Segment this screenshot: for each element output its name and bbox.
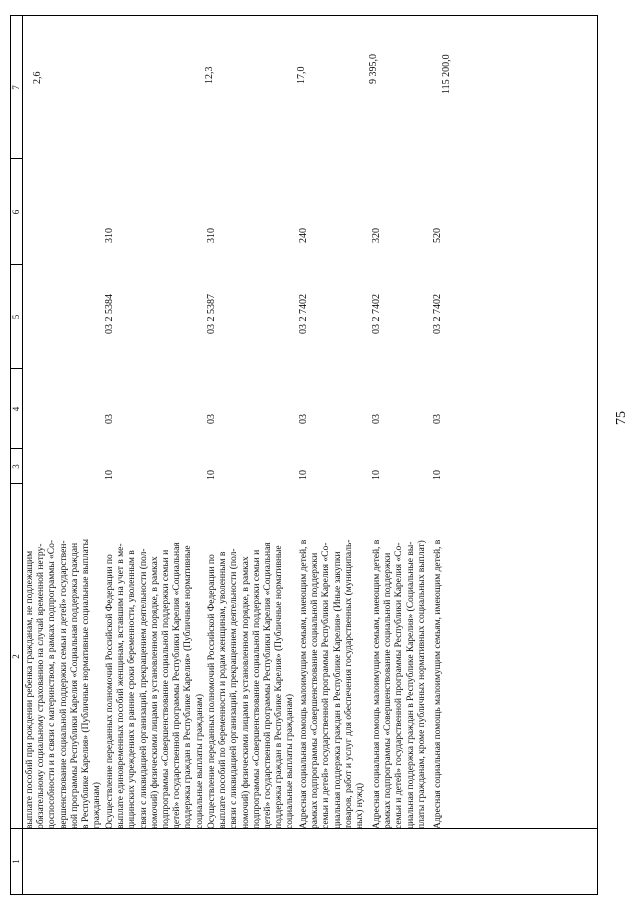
section-cell: 10 (206, 470, 217, 480)
expense-type-cell: 520 (432, 228, 443, 243)
header-col-2: 2 (11, 654, 21, 659)
target-article-cell: 03 2 7402 (298, 294, 309, 334)
column-divider (11, 158, 22, 159)
target-article-cell: 03 2 7402 (371, 294, 382, 334)
column-divider (11, 483, 22, 484)
target-article-cell: 03 2 5387 (206, 294, 217, 334)
row-description: Адресная социальная помощь малоимущим семьям, имеющим детей, в (432, 539, 443, 829)
subsection-cell: 03 (371, 414, 382, 424)
header-col-5: 5 (11, 314, 21, 320)
expense-type-cell: 320 (371, 228, 382, 243)
expense-type-cell: 310 (104, 228, 115, 243)
row-description: Осуществление переданных полномочий Российской Федерации по выплате пособий по беременности и родам женщинам, уволенным в связи с ликвидацией организаций, прекращением деятельности (пол- номочий) физическими лицами в установленном порядке, в рамках подпрограммы «Совершенствование социальной поддержки семьи и детей» государственной программы Республики Карелия «Социальная поддержка граждан в Республике Карелия» (Публичные нормативные социальные выплаты гражданам) (206, 542, 296, 829)
column-divider (11, 368, 22, 369)
section-cell: 10 (104, 470, 115, 480)
header-col-7: 7 (11, 85, 21, 90)
section-cell: 10 (371, 470, 382, 480)
column-divider (11, 264, 22, 265)
target-article-cell: 03 2 5384 (104, 294, 115, 334)
amount-cell: 115 200,0 (441, 54, 452, 94)
budget-table (10, 15, 598, 895)
amount-cell: 17,0 (296, 66, 307, 84)
section-cell: 10 (298, 470, 309, 480)
target-article-cell: 03 2 7402 (432, 294, 443, 334)
amount-cell: 12,3 (204, 66, 215, 84)
expense-type-cell: 240 (298, 228, 309, 243)
header-col-1: 1 (11, 859, 21, 864)
amount-cell: 9 395,0 (368, 54, 379, 84)
header-col-4: 4 (11, 406, 21, 412)
amount-cell: 2,6 (32, 71, 43, 84)
row-description: Осуществление переданных полномочий Российской Федерации по выплате единовременных пособий женщинам, вставшим на учет в ме- дицинских учреждениях в ранние сроки беременности, уволенным в связи с ликвидацией организаций, прекращением деятельности (пол- номочий) физическими лицами в установленном порядке, в рамках подпрограммы «Совершенствование социальной поддержки семьи и детей» государственной программы Республики Карелия «Социальная поддержка граждан в Республике Карелия» (Публичные нормативные социальные выплаты гражданам) (104, 542, 205, 829)
expense-type-cell: 310 (206, 228, 217, 243)
table-header (11, 16, 23, 894)
row-description: Адресная социальная помощь малоимущим семьям, имеющим детей, в рамках подпрограммы «Совершенствование социальной поддержки семьи и детей» государственной программы Республики Карелия «Со- циальная поддержка граждан в Республике Карелия» (Социальные вы- платы гражданам, кроме публичных нормативных социальных выплат) (371, 539, 427, 829)
column-divider (11, 448, 22, 449)
page-number: 75 (614, 411, 629, 425)
subsection-cell: 03 (432, 414, 443, 424)
subsection-cell: 03 (104, 414, 115, 424)
row-description: Адресная социальная помощь малоимущим семьям, имеющим детей, в рамках подпрограммы «Совершенствование социальной поддержки семьи и детей» государственной программы Республики Карелия «Со- циальная поддержка граждан в Республике Карелия» (Иные закупки товаров, работ и услуг для обеспечения государственных (муниципаль- ных) нужд) (298, 539, 366, 829)
subsection-cell: 03 (298, 414, 309, 424)
header-col-3: 3 (11, 464, 21, 469)
section-cell: 10 (432, 470, 443, 480)
row-description: выплате пособий при рождении ребенка гражданам, не подлежащим обязательному социальному страхованию на случай временной нетру- доспособности и в связи с материнством, в рамках подпрограммы «Со- вершенствование социальной поддержки семьи и детей» государствен- ной программы Республики Карелия «Социальная поддержка граждан в Республике Карелия» (Публичные нормативные социальные выплаты гражданам) (24, 538, 103, 829)
header-col-6: 6 (11, 209, 21, 215)
subsection-cell: 03 (206, 414, 217, 424)
